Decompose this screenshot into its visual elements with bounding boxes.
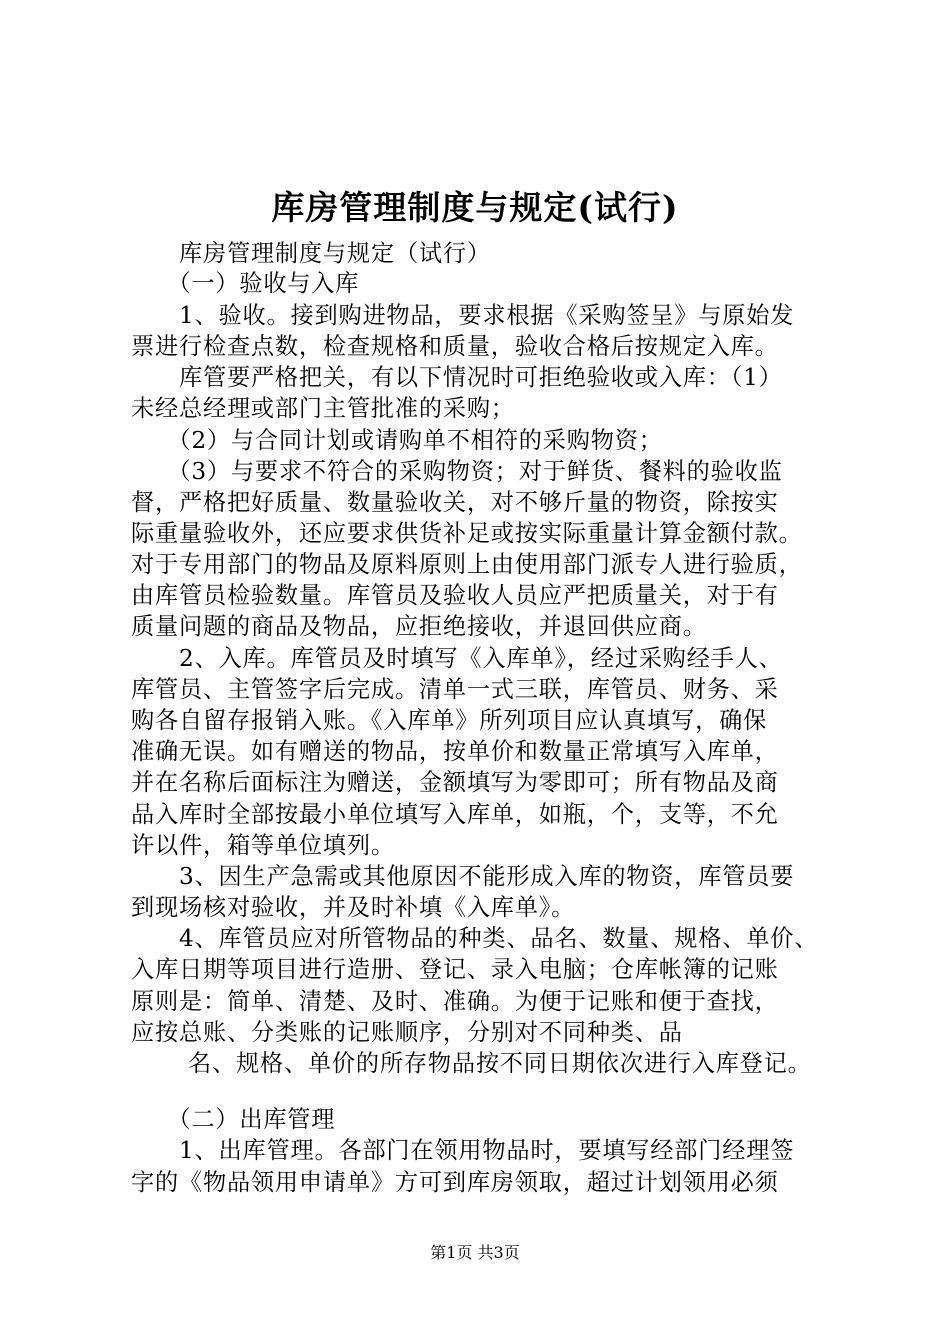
paragraph-line: 库管要严格把关，有以下情况时可拒绝验收或入库：（1） [131,364,783,391]
paragraph-line: 品入库时全部按最小单位填写入库单，如瓶，个，支等，不允 [131,801,779,828]
paragraph-line: 际重量验收外，还应要求供货补足或按实际重量计算金额付款。 [131,520,803,547]
paragraph-line: 对于专用部门的物品及原料原则上由使用部门派专人进行验质， [131,551,803,578]
paragraph-line: 库房管理制度与规定（试行） [131,240,491,267]
paragraph-line: 1、验收。接到购进物品，要求根据《采购签呈》与原始发 [131,302,795,329]
paragraph-line: 质量问题的商品及物品，应拒绝接收，并退回供应商。 [131,613,707,640]
paragraph-line: 1、出库管理。各部门在领用物品时，要填写经部门经理签 [131,1137,795,1164]
paragraph-line: 原则是：简单、清楚、及时、准确。为便于记账和便于查找， [131,988,779,1015]
page-number: 第1页 共3页 [430,1243,520,1262]
paragraph-line: 名、规格、单价的所存物品按不同日期依次进行入库登记。 [140,1050,812,1077]
paragraph-line: 准确无误。如有赠送的物品，按单价和数量正常填写入库单， [131,738,779,765]
paragraph-line: 由库管员检验数量。库管员及验收人员应严把质量关，对于有 [131,582,779,609]
paragraph-line: 入库日期等项目进行造册、登记、录入电脑；仓库帐簿的记账 [131,956,779,983]
document-title: 库房管理制度与规定(试行) [271,188,679,227]
paragraph-line: 许以件，箱等单位填列。 [131,832,395,859]
paragraph-line: 字的《物品领用申请单》方可到库房领取，超过计划领用必须 [131,1169,779,1196]
paragraph-line: 并在名称后面标注为赠送，金额填写为零即可；所有物品及商 [131,769,779,796]
paragraph-line: 库管员、主管签字后完成。清单一式三联，库管员、财务、采 [131,676,779,703]
paragraph-line: 到现场核对验收，并及时补填《入库单》。 [131,894,576,921]
paragraph-line: 购各自留存报销入账。《入库单》所列项目应认真填写，确保 [131,707,768,734]
paragraph-line: （3）与要求不符合的采购物资；对于鲜货、餐料的验收监 [131,458,783,485]
paragraph-line: 4、库管员应对所管物品的种类、品名、数量、规格、单价、 [131,925,819,952]
paragraph-line: 3、因生产急需或其他原因不能形成入库的物资，库管员要 [131,863,795,890]
section-heading: （一）验收与入库 [131,270,360,297]
section-heading: （二）出库管理 [131,1106,336,1133]
paragraph-line: 未经总经理或部门主管批准的采购； [131,395,515,422]
paragraph-line: 票进行检查点数，检查规格和质量，验收合格后按规定入库。 [131,333,779,360]
paragraph-line: （2）与合同计划或请购单不相符的采购物资； [131,427,663,454]
paragraph-line: 应按总账、分类账的记账顺序，分别对不同种类、品 [131,1019,683,1046]
paragraph-line: 督，严格把好质量、数量验收关，对不够斤量的物资，除按实 [131,489,779,516]
paragraph-line: 2、入库。库管员及时填写《入库单》，经过采购经手人、 [131,645,783,672]
